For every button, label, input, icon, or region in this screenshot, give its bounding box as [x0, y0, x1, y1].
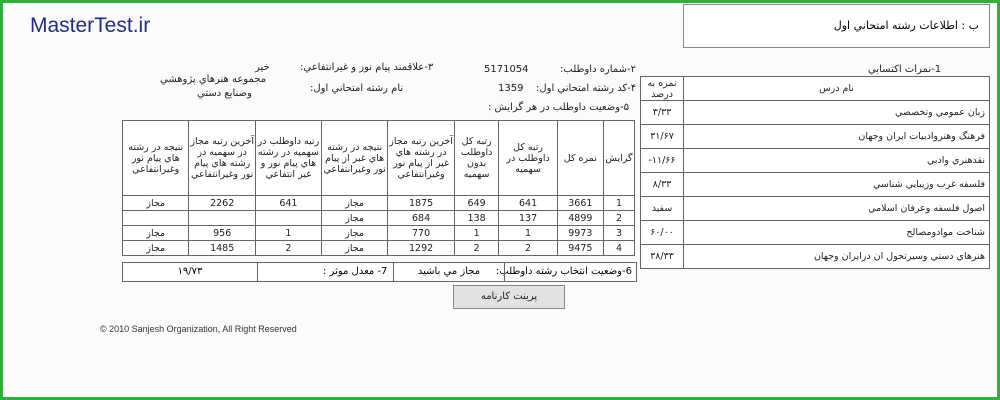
course-cell: هنرهاي دستي وسيرتحول ان درايران وجهان	[684, 245, 990, 269]
header-payam-rank: رتبه داوطلب در سهميه در رشته هاي پيام نور و غير انتفاعي	[255, 121, 321, 196]
table-row	[123, 196, 635, 211]
header-payam-last-rank: آخرين رتبه مجاز در سهميه در رشته هاي پيام نور وغيرانتفاعي	[189, 121, 255, 196]
cell: 1	[499, 226, 557, 241]
cell: 2	[255, 241, 321, 256]
cell: 4	[604, 241, 635, 256]
cell: 1292	[388, 241, 454, 256]
selection-value: مجاز مي باشيد	[393, 263, 505, 281]
cell	[189, 211, 255, 226]
selection-label: 6-وضعيت انتخاب رشته داوطلب:	[495, 266, 632, 277]
cell: مجاز	[321, 226, 387, 241]
cell	[123, 211, 189, 226]
interest-label: ۳-علاقمند پيام نور و غيرانتفاعي:	[300, 62, 434, 73]
score-cell: ۸/۳۳	[641, 173, 684, 197]
watermark-text: MasterTest.ir	[30, 14, 151, 37]
cell: مجاز	[123, 241, 189, 256]
cell: 9973	[557, 226, 603, 241]
cell: 3	[604, 226, 635, 241]
grades-table	[640, 76, 990, 269]
cell: 641	[255, 196, 321, 211]
header-rank-quota: رتبه کل داوطلب در سهميه	[499, 121, 557, 196]
section-header	[683, 4, 990, 48]
course-cell: شناخت موادومصالح	[684, 221, 990, 245]
cell: مجاز	[123, 196, 189, 211]
cell: 1875	[388, 196, 454, 211]
grades-title: 1-نمرات اکتسابي	[868, 64, 942, 75]
score-cell: ۳۱/۶۷	[641, 125, 684, 149]
score-cell: سفيد	[641, 197, 684, 221]
cell: مجاز	[123, 226, 189, 241]
cell: مجاز	[321, 211, 387, 226]
cell: 1485	[189, 241, 255, 256]
table-row	[123, 211, 635, 226]
status-label: ۵-وضعيت داوطلب در هر گرايش :	[488, 102, 630, 113]
cell: 641	[499, 196, 557, 211]
cell: مجاز	[321, 241, 387, 256]
col-score-header: نمره به درصد	[641, 77, 684, 101]
cell	[255, 211, 321, 226]
section-title: ب : اطلاعات رشته امتحاني اول	[833, 19, 979, 32]
applicant-number-value: 5171054	[484, 64, 529, 75]
print-report-button[interactable]: پرينت کارنامه	[453, 285, 565, 309]
cell: 9475	[557, 241, 603, 256]
cell: 1	[604, 196, 635, 211]
score-cell: ۳۸/۳۳	[641, 245, 684, 269]
applicant-number-label: ۲-شماره داوطلب:	[560, 64, 636, 75]
cell: 137	[499, 211, 557, 226]
field-code-label: ۴-کد رشته امتحاني اول:	[536, 83, 637, 94]
cell: 4899	[557, 211, 603, 226]
cell: 684	[388, 211, 454, 226]
cell: 138	[454, 211, 499, 226]
selection-status-box	[122, 262, 637, 282]
table-row	[641, 125, 990, 149]
col-course-header: نام درس	[684, 77, 990, 101]
gpa-value: ۱۹/۷۳	[123, 263, 258, 281]
status-table	[122, 120, 635, 256]
interest-value: خير	[255, 62, 270, 73]
header-track: گرايش	[604, 121, 635, 196]
course-cell: فرهنگ وهنروادبيات ايران وجهان	[684, 125, 990, 149]
course-cell: اصول فلسفه وعرفان اسلامي	[684, 197, 990, 221]
cell: 2	[499, 241, 557, 256]
score-cell: ۶۰/۰۰	[641, 221, 684, 245]
cell: 3661	[557, 196, 603, 211]
course-cell: زبان عمومي وتخصصي	[684, 101, 990, 125]
cell: 770	[388, 226, 454, 241]
table-row	[641, 245, 990, 269]
field-name-line1: مجموعه هنرهاي پژوهشي	[160, 74, 267, 85]
grades-header-row	[641, 77, 990, 101]
score-cell: -۱۱/۶۶	[641, 149, 684, 173]
cell: 649	[454, 196, 499, 211]
cell: مجاز	[321, 196, 387, 211]
table-row	[641, 197, 990, 221]
table-row	[123, 241, 635, 256]
cell: 1	[454, 226, 499, 241]
header-other-last-rank: آخرين رتبه مجاز در رشته هاي غير از پيام نور وغيرانتفاعي	[388, 121, 454, 196]
header-total-score: نمره کل	[557, 121, 603, 196]
cell: 2	[454, 241, 499, 256]
table-row	[641, 149, 990, 173]
header-payam-result: نتيجه در رشته هاي پيام نور وغيرانتفاعي	[123, 121, 189, 196]
copyright-text: © 2010 Sanjesh Organization, All Right Reserved	[100, 324, 297, 334]
cell: 1	[255, 226, 321, 241]
table-row	[641, 173, 990, 197]
header-rank-no-quota: رتبه کل داوطلب بدون سهميه	[454, 121, 499, 196]
cell: 956	[189, 226, 255, 241]
table-row	[123, 226, 635, 241]
field-code-value: 1359	[498, 83, 524, 94]
header-other-result: نتيجه در رشته هاي غير از پيام نور وغيرانتفاعي	[321, 121, 387, 196]
cell: 2262	[189, 196, 255, 211]
status-header-row	[123, 121, 635, 196]
field-name-label: نام رشته امتحاني اول:	[310, 83, 404, 94]
course-cell: نقدهنري وادبي	[684, 149, 990, 173]
table-row	[641, 221, 990, 245]
cell: 2	[604, 211, 635, 226]
course-cell: فلسفه غرب وزيبايي شناسي	[684, 173, 990, 197]
score-cell: ۳/۳۳	[641, 101, 684, 125]
gpa-label: 7- معدل موثر :	[323, 266, 388, 277]
table-row	[641, 101, 990, 125]
field-name-line2: وصنايع دستي	[197, 88, 252, 99]
